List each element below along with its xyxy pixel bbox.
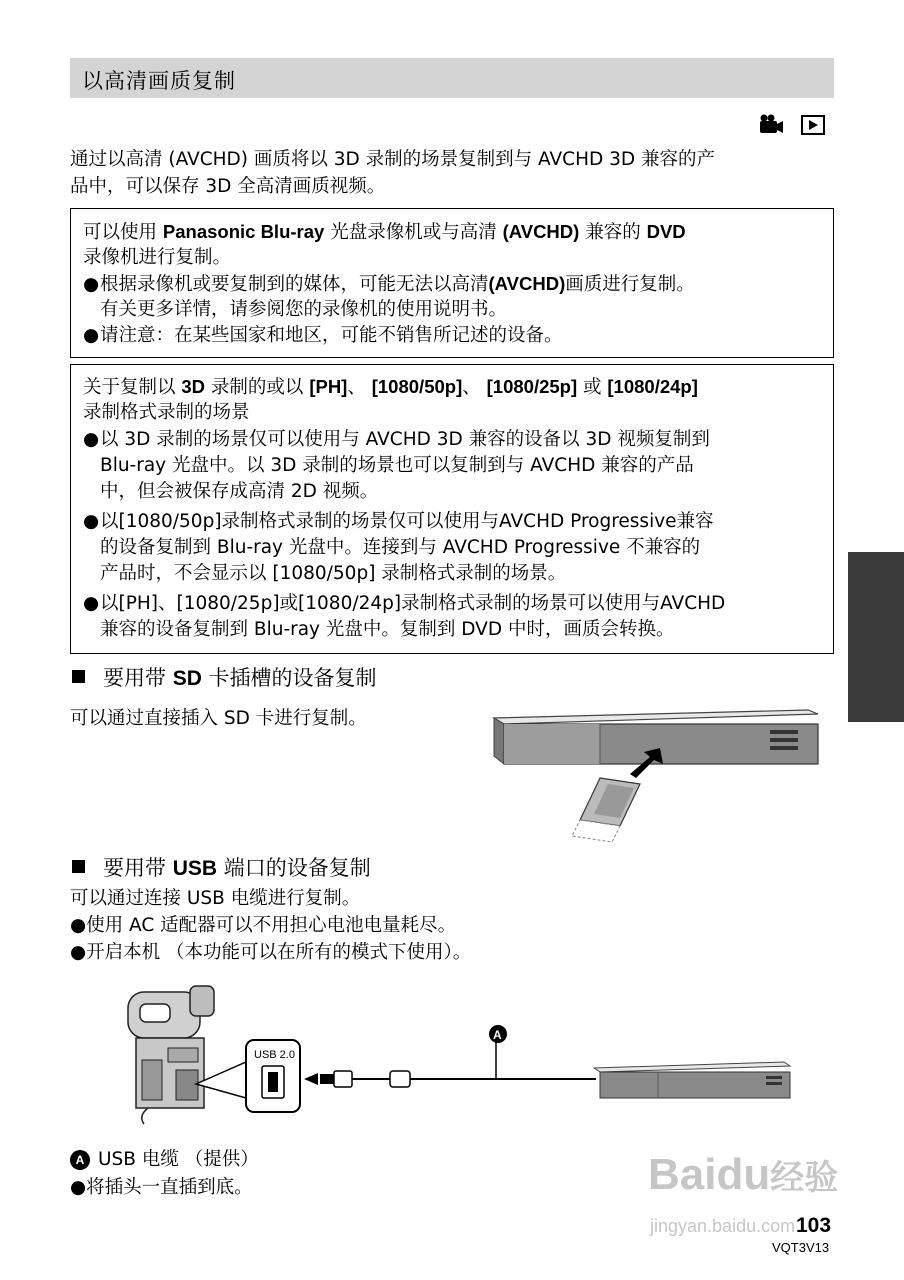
- box2-heading-2: 录制格式录制的场景: [83, 402, 250, 423]
- box2-bullet-2: ●以[1080/50p]录制格式录制的场景仅可以使用与AVCHD Progressive兼容 的设备复制到 Blu-ray 光盘中。连接到与 AVCHD Progressive 不兼容的 产品时，不会显示以 [1080/50p] 录制格式录制的场景。: [83, 511, 714, 584]
- square-bullet-icon: [72, 860, 85, 873]
- box1-bullet-2: ●请注意：在某些国家和地区，可能不销售所记述的设备。: [83, 325, 563, 346]
- section-title-bar: [70, 58, 834, 98]
- video-camera-icon: [760, 115, 783, 134]
- playback-icon: [802, 116, 824, 134]
- legend-letter-badge: A: [70, 1150, 90, 1170]
- box1-bullet-1-cont: 有关更多详情，请参阅您的录像机的使用说明书。: [100, 299, 508, 320]
- box1-line2: 录像机进行复制。: [83, 247, 232, 268]
- page-title: 以高清画质复制: [82, 69, 236, 93]
- box1-bullet-1: ●根据录像机或要复制到的媒体，可能无法以高清(AVCHD)画质进行复制。: [83, 273, 695, 295]
- sd-section-heading: 要用带 SD 卡插槽的设备复制: [72, 662, 377, 692]
- watermark-url: jingyan.baidu.com: [650, 1216, 796, 1236]
- mode-icons: [758, 113, 828, 137]
- usb-cable-icon: [304, 1025, 596, 1087]
- box2-bullet-1: ●以 3D 录制的场景仅可以使用与 AVCHD 3D 兼容的设备以 3D 视频复制到 Blu-ray 光盘中。以 3D 录制的场景也可以复制到与 AVCHD 兼容的产品 中，但会被保存成高清 2D 视频。: [83, 429, 710, 502]
- model-code: VQT3V13: [772, 1240, 830, 1255]
- usb-connection-diagram: [118, 978, 798, 1138]
- sd-recorder-illustration: [488, 700, 828, 850]
- intro-paragraph: 通过以高清 (AVCHD) 画质将以 3D 录制的场景复制到与 AVCHD 3D 兼容的产 品中，可以保存 3D 全高清画质视频。: [70, 149, 716, 197]
- usb-text: 可以通过连接 USB 电缆进行复制。: [70, 888, 361, 909]
- cable-callout-letter: A: [493, 1028, 502, 1042]
- square-bullet-icon: [72, 670, 85, 683]
- box2-heading-1: 关于复制以 3D 录制的或以 [PH]、 [1080/50p]、 [1080/25p] 或 [1080/24p]: [83, 376, 698, 398]
- cable-legend: A USB 电缆 （提供）: [70, 1146, 259, 1173]
- recorder-icon: [594, 1062, 790, 1098]
- usb-bullet-1: ●使用 AC 适配器可以不用担心电池电量耗尽。: [70, 915, 457, 936]
- compatibility-note-box: [70, 208, 834, 358]
- usb-port-callout: [196, 1040, 300, 1112]
- 3d-format-note-box: [70, 364, 834, 654]
- usb-section-heading: 要用带 USB 端口的设备复制: [72, 852, 371, 882]
- page-number: 103: [796, 1214, 832, 1237]
- sd-text: 可以通过直接插入 SD 卡进行复制。: [70, 708, 367, 729]
- usb-bullet-2: ●开启本机 （本功能可以在所有的模式下使用）。: [70, 942, 472, 963]
- usb-port-label: USB 2.0: [254, 1049, 295, 1061]
- camcorder-icon: [128, 986, 214, 1124]
- watermark-brand: Baidu经验: [648, 1150, 839, 1199]
- box1-line1: 可以使用 Panasonic Blu-ray 光盘录像机或与高清 (AVCHD) 兼容的 DVD: [83, 221, 686, 243]
- plug-note: ●将插头一直插到底。: [70, 1177, 253, 1198]
- sd-card-icon: [572, 778, 640, 842]
- box2-bullet-3: ●以[PH]、[1080/25p]或[1080/24p]录制格式录制的场景可以使用与AVCHD 兼容的设备复制到 Blu-ray 光盘中。复制到 DVD 中时，画质会转换。: [83, 593, 726, 640]
- chapter-side-tab: [848, 552, 904, 722]
